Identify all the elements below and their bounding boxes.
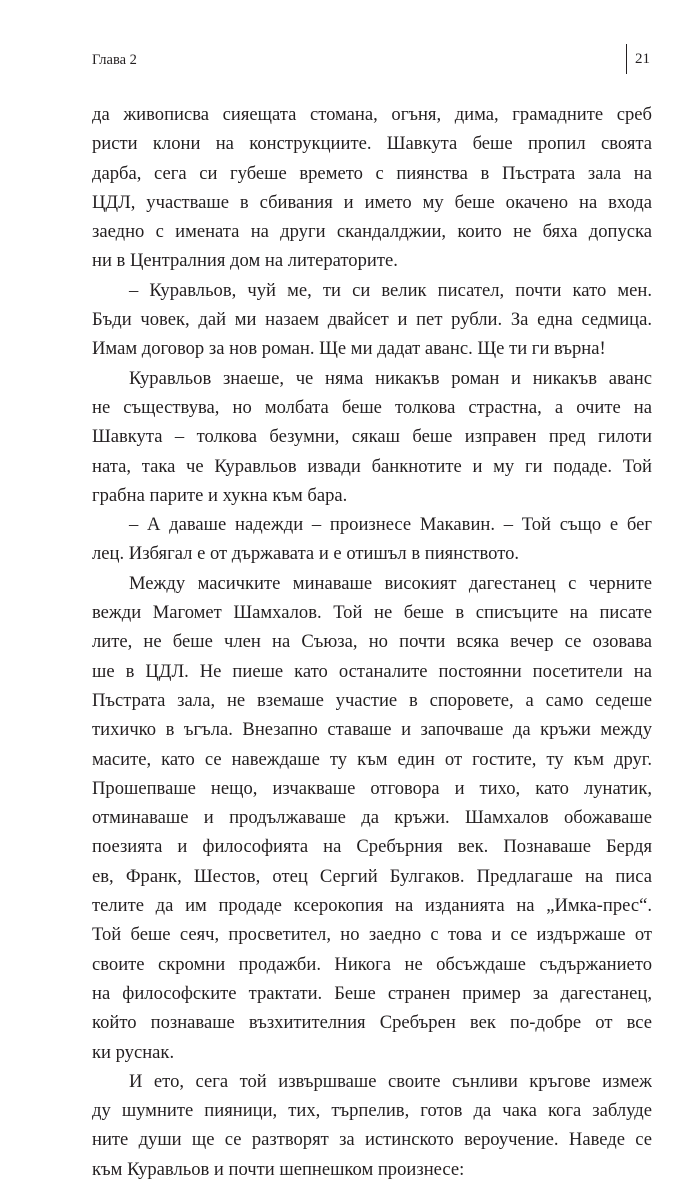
text-line: ната, така че Куравльов извади банкнотите и му ги подаде. Той (92, 455, 652, 477)
header-rule (626, 44, 627, 74)
text-line: не съществува, но молбата беше толкова страстна, а очите на (92, 396, 652, 418)
page-number-block (626, 44, 650, 74)
text-line: Пъстрата зала, не вземаше участие в споровете, а само седеше (92, 689, 652, 711)
text-line: лите, не беше член на Съюза, но почти всяка вечер се озовава (92, 631, 652, 653)
text-line: ше в ЦДЛ. Не пиеше като останалите постоянни посетители на (92, 660, 652, 682)
text-line: да живописва сияещата стомана, огъня, дима, грамадните среб (92, 104, 652, 125)
text-line: грабна парите и хукна към бара. (92, 484, 348, 506)
text-line: заедно с имената на други скандалджии, които не бяха допуска (92, 221, 652, 243)
text-line: масите, като се навеждаше ту към един от гостите, ту към друг. (92, 748, 652, 770)
text-line: на философските трактати. Беше странен пример за дагестанец, (92, 982, 652, 1004)
text-line: ки руснак. (92, 1041, 175, 1063)
text-line: дарба, сега си губеше времето с пиянства в Пъстрата зала на (92, 162, 652, 184)
chapter-label: Глава 2 (92, 52, 137, 68)
text-line: вежди Магомет Шамхалов. Той не беше в списъците на писате (92, 602, 652, 624)
text-line: Бъди човек, дай ми назаем двайсет и пет рубли. За една седмица. (92, 309, 652, 331)
text-line: ду шумните пияници, тих, търпелив, готов да чака кога заблуде (92, 1100, 652, 1122)
text-line: Прошепваше нещо, изчакваше отговора и тихо, като лунатик, (92, 777, 652, 799)
text-line: ни в Централния дом на литераторите. (92, 250, 398, 272)
text-line: Той беше сеяч, просветител, но заедно с това и се издържаше от (92, 924, 652, 946)
text-line: ните души ще се разтворят за истинското вероучение. Наведе се (92, 1129, 652, 1151)
text-line: ристи клони на конструкциите. Шавкута беше пропил своята (92, 133, 652, 155)
text-line: Между масичките минаваше високият дагестанец с черните (129, 572, 652, 594)
text-line: Имам договор за нов роман. Ще ми дадат аванс. Ще ти ги върна! (92, 338, 606, 360)
text-line: поезията и философията на Сребърния век. Познаваше Бердя (92, 836, 652, 858)
body-text (92, 100, 652, 1184)
text-line: И ето, сега той извършваше своите сънливи кръгове измеж (129, 1070, 652, 1092)
text-line: който познаваше възхитителния Сребърен век по-добре от все (92, 1012, 652, 1034)
text-line: отминаваше и продължаваше да кръжи. Шамхалов обожаваше (92, 807, 652, 829)
text-line: телите да им продаде ксерокопия на изданията на „Имка-прес“. (92, 895, 652, 917)
text-line: Шавкута – толкова безумни, сякаш беше изправен пред гилоти (92, 426, 652, 448)
text-line: – А даваше надежди – произнесе Макавин. – Той също е бег (129, 514, 652, 536)
text-line: – Куравльов, чуй ме, ти си велик писател, почти като мен. (129, 279, 652, 301)
text-line: тихичко в ъгъла. Внезапно ставаше и започваше да кръжи между (92, 719, 652, 741)
page-number: 21 (635, 51, 650, 67)
text-line: Куравльов знаеше, че няма никакъв роман и никакъв аванс (129, 367, 652, 389)
text-line: своите скромни продажби. Никога не обсъждаше съдържанието (92, 953, 652, 975)
text-line: лец. Избягал е от държавата и е отишъл в пиянството. (92, 543, 520, 565)
text-line: ЦДЛ, участваше в сбивания и името му беше окачено на входа (92, 191, 652, 213)
running-header (92, 50, 650, 70)
text-line: към Куравльов и почти шепнешком произнесе: (92, 1158, 465, 1180)
text-line: ев, Франк, Шестов, отец Сергий Булгаков. Предлагаше на писа (92, 865, 652, 887)
